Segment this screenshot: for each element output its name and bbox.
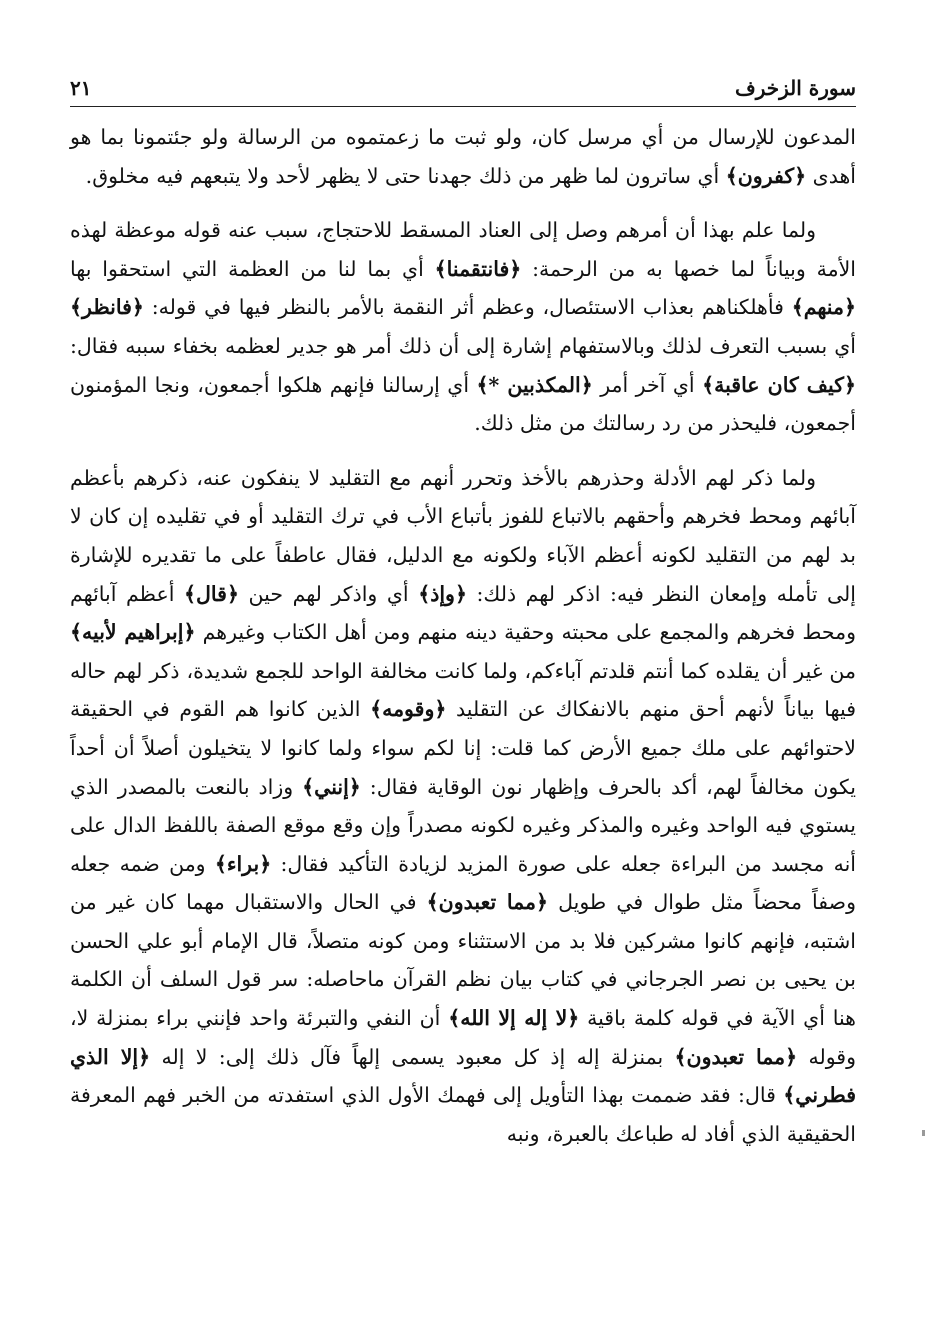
- quran-quote: ﴿قال﴾: [184, 581, 239, 606]
- paragraph: [70, 211, 856, 443]
- quran-quote: ﴿فانتقمنا﴾: [434, 256, 522, 281]
- text-segment: أي ساترون لما ظهر من ذلك جهدنا حتى لا يظهر لأحد ولا يتبعهم فيه مخلوق.: [85, 163, 726, 188]
- text-segment: بمنزلة إله إذ كل معبود يسمى إلهاً فآل ذلك إلى: لا إله: [150, 1044, 675, 1069]
- sura-title: سورة الزخرف: [734, 76, 856, 100]
- quran-quote: ﴿مما تعبدون﴾: [426, 890, 548, 915]
- quran-quote: ﴿وقومه﴾: [370, 697, 447, 722]
- text-segment: أي إرسالنا فإنهم هلكوا أجمعون، ونجا المؤمنون أجمعون، فليحذر من رد رسالتك من مثل ذلك.: [70, 372, 856, 436]
- text-segment: أي آخر أمر: [592, 372, 703, 397]
- text-segment: ولما علم بهذا أن أمرهم وصل إلى العناد المسقط للاحتجاج، سبب عنه قوله موعظة لهذه الأمة وبياناً لما خصها به من الرحمة:: [70, 218, 856, 281]
- text-segment: من غير أن يقلده كما أنتم قلدتم آباءكم، ولما كانت مخالفة الواحد للجمع شديدة، ذكر لهم حاله فيها بياناً لأنهم أحق منهم بالانفكاك عن التقليد: [70, 658, 856, 722]
- text-segment: أعظم آبائهم ومحط فخرهم والمجمع على محبته وحقية دينه منهم ومن أهل الكتاب وغيرهم: [70, 581, 856, 645]
- quran-quote: ﴿براء﴾: [214, 851, 272, 876]
- scan-edge-mark: [922, 1130, 925, 1136]
- quran-quote: ﴿إنني﴾: [302, 774, 361, 799]
- text-segment: المدعون للإرسال من أي مرسل كان، ولو ثبت ما زعمتموه من الرسالة ولو جئتمونا بما هو أهدى: [70, 125, 856, 188]
- text-segment: الذين كانوا هم القوم في الحقيقة لاحتوائهم على ملك جميع الأرض كما قلت: إنا لكم سواء ولما كانوا لا يتخيلون أصلاً أن أحداً يكون مخالفاً لهم، أكد بالحرف وإظهار نون الوقاية فقال:: [70, 697, 857, 799]
- quran-quote: ﴿مما تعبدون﴾: [674, 1044, 798, 1069]
- quran-quote: ﴿إلا الذي فطرني﴾: [70, 1044, 856, 1108]
- quran-quote: ﴿كيف كان عاقبة﴾: [702, 372, 856, 397]
- text-segment: وزاد بالنعت بالمصدر الذي يستوي فيه الواحد وغيره والمذكر وغيره لكونه مصدراً وإن وقع موقع الصفة باللفظ الدال على أنه مجسد من البراءة جعله على صورة المزيد لزيادة التأكيد فقال:: [70, 774, 857, 876]
- page-header: [70, 70, 856, 107]
- paragraph: [70, 459, 856, 1154]
- quran-quote: ﴿منهم﴾: [791, 295, 856, 320]
- text-segment: ومن ضمه جعله وصفاً محضاً مثل طوال في طويل: [70, 851, 856, 915]
- quran-quote: ﴿وإذ﴾: [418, 581, 467, 606]
- text-segment: فأهلكناهم بعذاب الاستئصال، وعظم أثر النقمة بالأمر بالنظر فيها في قوله:: [143, 295, 792, 320]
- paragraph: [70, 118, 856, 195]
- page-number: ٢١: [70, 76, 92, 100]
- quran-quote: ﴿المكذبين *﴾: [476, 372, 593, 397]
- text-segment: أن النفي والتبرئة واحد فإنني براء بمنزلة لا، وقوله: [70, 1006, 856, 1069]
- text-segment: في الحال والاستقبال مهما كان غير من اشتبه، فإنهم كانوا مشركين فلا بد من الاستثناء ومن كونه متصلاً، قال الإمام أبو علي الحسن بن يحيى بن نصر الجرجاني في كتاب بيان نظم القرآن ماحاصله: سر قول السلف أن الكلمة هنا أي الآية في قوله كلمة باقية: [70, 890, 856, 1031]
- text-segment: أي بما لنا من العظمة التي استحقوا بها: [70, 256, 435, 281]
- quran-quote: ﴿إبراهيم لأبيه﴾: [70, 620, 196, 645]
- text-segment: أي واذكر لهم حين: [238, 581, 419, 606]
- text-segment: قال: فقد ضممت بهذا التأويل إلى فهمك الأول الذي استفدته من الخبر فهم المعرفة الحقيقية الذي أفاد له طباعك بالعبرة، ونبه: [70, 1083, 856, 1146]
- body-text: [70, 118, 856, 1153]
- quran-quote: ﴿لا إله إلا الله﴾: [448, 1006, 580, 1031]
- text-segment: ولما ذكر لهم الأدلة وحذرهم بالأخذ وتحرر أنهم مع التقليد لا ينفكون عنه، ذكرهم بأعظم آبائهم ومحط فخرهم وأحقهم بالاتباع للفوز بأتباع الأب في ترك التقليد أو في تقليده إن كان لا بد لهم من التقليد لكونه أعظم الآباء ولكونه مع الدليل، فقال عاطفاً على ما تقديره للإشارة إلى تأمله وإمعان النظر فيه: اذكر لهم ذلك:: [70, 465, 857, 606]
- quran-quote: ﴿كفرون﴾: [725, 163, 807, 188]
- text-segment: أي بسبب التعرف لذلك وبالاستفهام إشارة إلى أن ذلك أمر هو جدير لعظمه بخفاء سببه فقال:: [70, 333, 856, 358]
- quran-quote: ﴿فانظر﴾: [70, 295, 144, 320]
